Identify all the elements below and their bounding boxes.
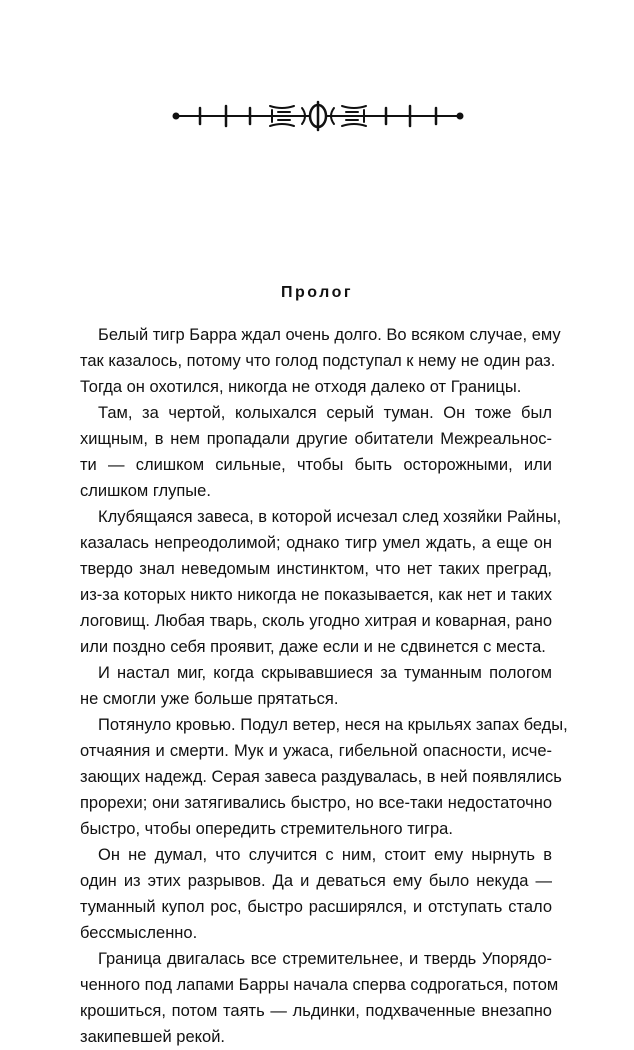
chapter-title: Пролог	[280, 284, 354, 301]
text-line: ти — слишком сильные, чтобы быть осторожными, или	[80, 456, 552, 474]
text-line: отчаяния и смерти. Мук и ужаса, гибельной опасности, исче-	[80, 742, 552, 760]
text-line: Клубящаяся завеса, в которой исчезал след хозяйки Райны,	[98, 508, 562, 526]
text-line: закипевшей рекой.	[80, 1028, 226, 1046]
text-line: Потянуло кровью. Подул ветер, неся на крыльях запах беды,	[98, 716, 568, 734]
text-line: или поздно себя проявит, даже если и не сдвинется с места.	[80, 638, 546, 656]
text-line: Граница двигалась все стремительнее, и твердь Упорядо-	[98, 950, 552, 968]
text-line: так казалось, потому что голод подступал к нему не один раз.	[80, 352, 556, 370]
text-line: Белый тигр Барра ждал очень долго. Во всяком случае, ему	[98, 326, 561, 344]
text-line: быстро, чтобы опередить стремительного тигра.	[80, 820, 453, 838]
text-line: логовищ. Любая тварь, сколь угодно хитрая и коварная, рано	[80, 612, 552, 630]
text-line: зающих надежд. Серая завеса раздувалась, в ней появлялись	[80, 768, 562, 786]
text-line: Он не думал, что случится с ним, стоит ему нырнуть в	[98, 846, 552, 864]
text-line: Там, за чертой, колыхался серый туман. Он тоже был	[98, 404, 552, 422]
text-line: прорехи; они затягивались быстро, но все-таки недостаточно	[80, 794, 552, 812]
text-line: ченного под лапами Барры начала сперва содрогаться, потом	[80, 976, 559, 994]
text-line: хищным, в нем пропадали другие обитатели Межреальнос-	[80, 430, 552, 448]
text-line: твердо знал неведомым инстинктом, что нет таких преград,	[80, 560, 552, 578]
text-line: слишком глупые.	[80, 482, 211, 500]
text-line: один из этих разрывов. Да и деваться ему было некуда —	[80, 872, 552, 890]
text-line: казалась непреодолимой; однако тигр умел ждать, а еще он	[80, 534, 552, 552]
text-line: Тогда он охотился, никогда не отходя далеко от Границы.	[80, 378, 522, 396]
decorative-ornament	[170, 96, 466, 136]
text-line: бессмысленно.	[80, 924, 198, 942]
text-line: крошиться, потом таять — льдинки, подхваченные внезапно	[80, 1002, 552, 1020]
text-line: И настал миг, когда скрывавшиеся за туманным пологом	[98, 664, 552, 682]
text-line: не смогли уже больше прятаться.	[80, 690, 339, 708]
text-line: из-за которых никто никогда не показывается, как нет и таких	[80, 586, 552, 604]
text-line: туманный купол рос, быстро расширялся, и отступать стало	[80, 898, 552, 916]
